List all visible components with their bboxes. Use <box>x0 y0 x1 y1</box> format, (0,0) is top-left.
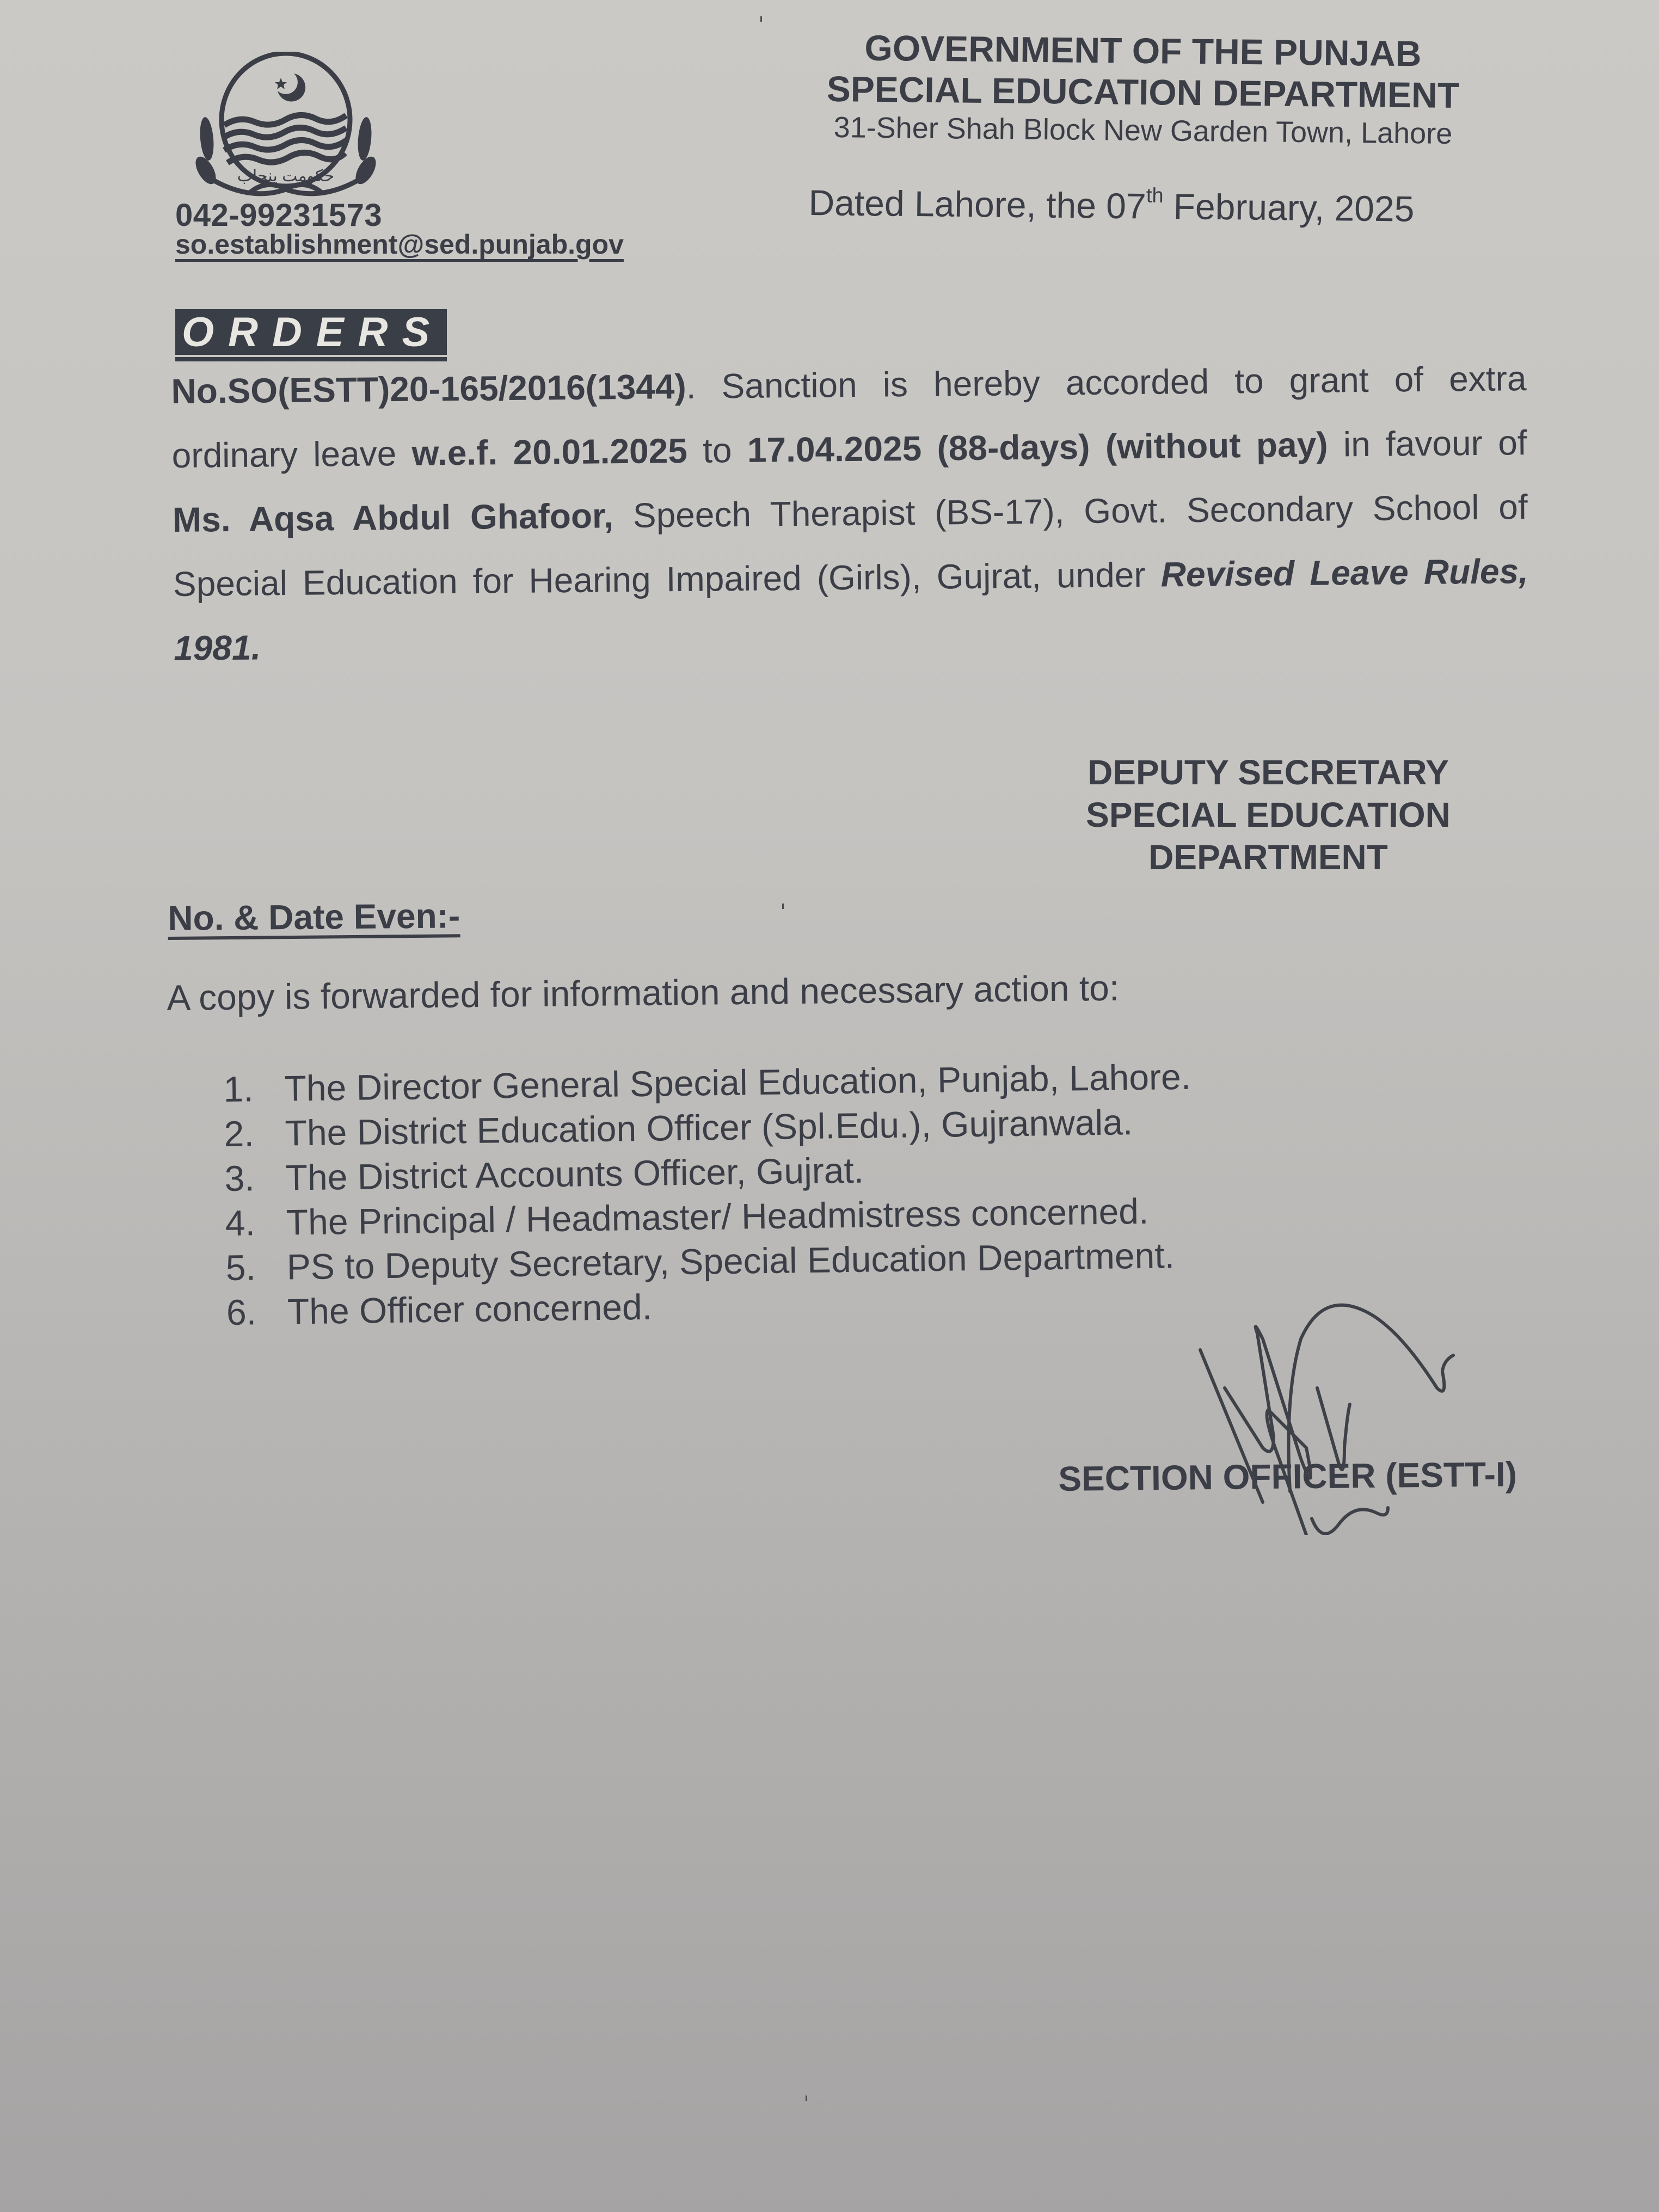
item-text: The Director General Special Education, Punjab, Lahore. <box>284 1056 1191 1109</box>
signatory-line: SPECIAL EDUCATION <box>1086 795 1451 834</box>
email-link[interactable]: so.establishment@sed.punjab.gov <box>175 229 624 260</box>
leave-start-date: w.e.f. 20.01.2025 <box>411 431 688 473</box>
scan-speck <box>806 2096 807 2101</box>
endorsement-heading: No. & Date Even:- <box>168 896 460 938</box>
item-number: 2. <box>224 1113 255 1154</box>
item-number: 3. <box>224 1158 255 1199</box>
item-number: 6. <box>226 1292 257 1332</box>
emblem-script: حکومت پنجاب <box>237 167 335 185</box>
signatory-line: DEPUTY SECRETARY <box>1087 753 1449 792</box>
item-text: The District Education Officer (Spl.Edu.), Gujranwala. <box>285 1102 1133 1153</box>
department-address: 31-Sher Shah Block New Garden Town, Lahore <box>833 111 1453 150</box>
leave-end-date: 17.04.2025 (88-days) (without pay) <box>747 425 1328 470</box>
item-text: PS to Deputy Secretary, Special Education Department. <box>286 1235 1175 1287</box>
item-text: The Officer concerned. <box>287 1286 653 1332</box>
order-text: in favour of <box>1328 423 1527 464</box>
order-text: to <box>687 430 748 470</box>
government-title: GOVERNMENT OF THE PUNJAB <box>864 27 1422 74</box>
date-suffix: February, 2025 <box>1163 186 1415 229</box>
order-paragraph <box>171 346 1529 680</box>
letterhead-header <box>800 27 1486 150</box>
item-number: 1. <box>223 1068 254 1109</box>
department-title: SPECIAL EDUCATION DEPARTMENT <box>826 68 1460 116</box>
deputy-secretary-block <box>1034 751 1502 878</box>
order-text: . Sanction is hereby accorded to grant of extra ordinary leave <box>171 359 1527 475</box>
item-number: 5. <box>225 1247 256 1288</box>
item-text: The Principal / Headmaster/ Headmistress concerned. <box>286 1190 1149 1243</box>
order-number: No.SO(ESTT)20-165/2016(1344) <box>171 366 687 411</box>
signatory-line: DEPARTMENT <box>1148 838 1388 877</box>
recipient-list <box>223 1054 1194 1335</box>
scan-speck <box>760 16 762 22</box>
handwritten-signature <box>1181 1285 1508 1535</box>
phone-number: 042-99231573 <box>175 198 383 233</box>
section-officer-title: SECTION OFFICER (ESTT-I) <box>1058 1454 1517 1498</box>
leave-rules: Revised Leave Rules, 1981. <box>173 551 1529 668</box>
endorsement-intro: A copy is forwarded for information and necessary action to: <box>167 967 1120 1018</box>
date-line <box>808 181 1415 230</box>
item-number: 4. <box>225 1202 256 1243</box>
orders-heading: ORDERS <box>175 309 447 357</box>
item-text: The District Accounts Officer, Gujrat. <box>285 1150 864 1198</box>
date-prefix: Dated Lahore, the 07 <box>808 182 1147 226</box>
employee-name: Ms. Aqsa Abdul Ghafoor, <box>172 496 614 539</box>
date-superscript: th <box>1146 184 1164 207</box>
order-text: Speech Therapist (BS-17), Govt. Secondary School of Special Education for Hearing Impaired (Girls), Gujrat, under <box>173 487 1528 604</box>
punjab-emblem-icon <box>185 52 386 199</box>
scan-speck <box>782 904 784 909</box>
